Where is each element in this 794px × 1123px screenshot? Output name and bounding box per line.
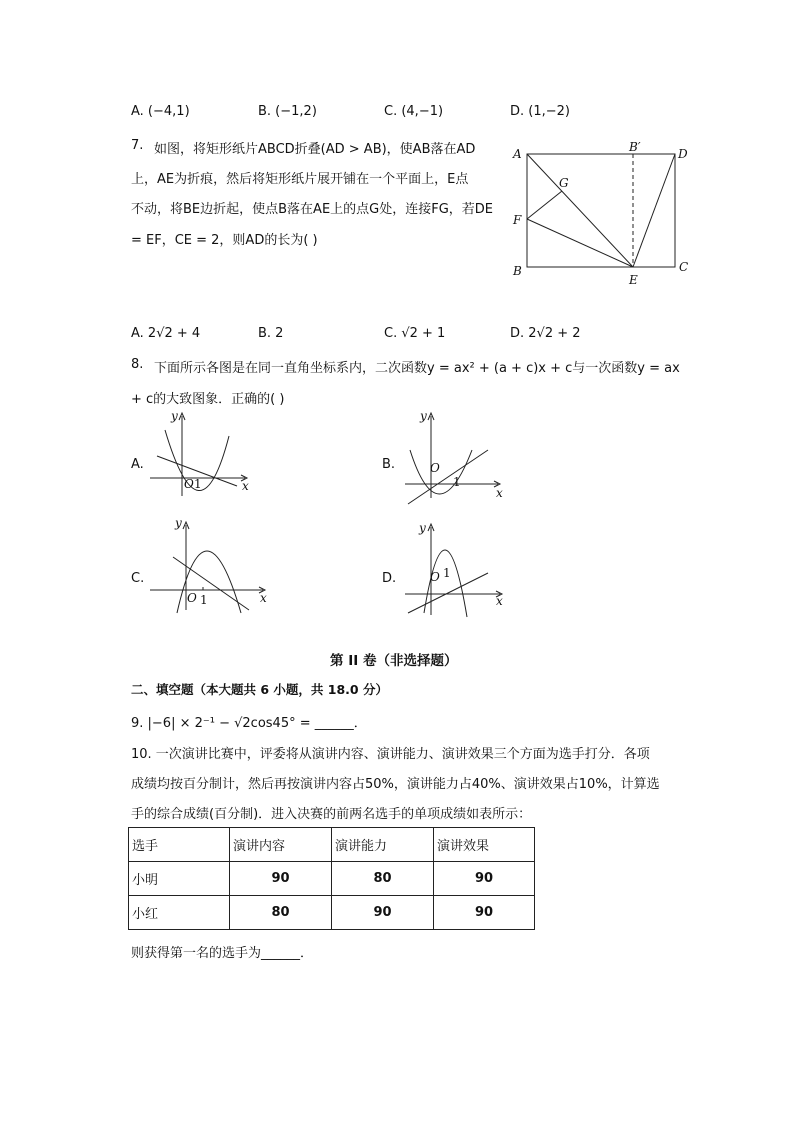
origin-label: O	[187, 591, 197, 605]
tick-one-label: 1	[200, 593, 208, 607]
q7-option-d: D. 2√2 + 2	[510, 326, 581, 341]
cell-score: 90	[434, 862, 535, 896]
origin-label: O	[184, 477, 194, 491]
header-cell: 选手	[129, 828, 230, 862]
q10-answer-line: 则获得第一名的选手为______．	[131, 946, 314, 961]
q7-figure	[505, 140, 705, 290]
graph-a-label: A.	[131, 457, 144, 472]
cell-score: 80	[332, 862, 434, 896]
tick-one-label: 1	[453, 475, 461, 489]
graph-d	[400, 515, 515, 625]
q10-line-1: 10. 一次演讲比赛中，评委将从演讲内容、演讲能力、演讲效果三个方面为选手打分．各项	[131, 747, 650, 762]
label-b-prime: B′	[629, 140, 641, 154]
cell-score: 90	[434, 896, 535, 930]
y-axis-label: y	[171, 409, 178, 423]
q8-line-2: + c的大致图象．正确的( )	[131, 392, 285, 407]
header-cell: 演讲效果	[434, 828, 535, 862]
section-2-header: 二、填空题（本大题共 6 小题，共 18.0 分）	[131, 682, 388, 697]
label-c: C	[679, 260, 689, 274]
q10-line-2: 成绩均按百分制计，然后再按演讲内容占50%，演讲能力占40%、演讲效果占10%，计算选	[131, 777, 660, 792]
x-axis-label: x	[496, 486, 503, 500]
q6-option-d: D. (1,−2)	[510, 104, 570, 119]
q7-line-1: 如图，将矩形纸片ABCD折叠(AD > AB)，使AB落在AD	[154, 142, 476, 157]
q8-number: 8.	[131, 357, 144, 372]
q7-number: 7.	[131, 138, 144, 153]
origin-label: O	[430, 461, 440, 475]
q9-text: 9. |−6| × 2⁻¹ − √2cos45° = ______．	[131, 716, 367, 731]
q7-option-a: A. 2√2 + 4	[131, 326, 201, 341]
graph-b	[400, 408, 515, 498]
part-2-title: 第 II 卷（非选择题）	[330, 653, 458, 669]
graph-c	[145, 515, 275, 610]
rectangle-ab-prime-dc	[527, 154, 675, 267]
label-g: G	[559, 176, 569, 190]
segment-fe	[527, 219, 633, 267]
cell-name: 小明	[129, 862, 230, 896]
q8-line-1: 下面所示各图是在同一直角坐标系内，二次函数y = ax² + (a + c)x + c与一次函数y = ax	[154, 361, 680, 376]
tick-one-label: 1	[194, 477, 202, 491]
line	[408, 450, 488, 504]
cell-score: 80	[230, 896, 332, 930]
parabola	[410, 450, 472, 494]
q7-line-4: = EF，CE = 2，则AD的长为( )	[131, 233, 318, 248]
y-axis-label: y	[420, 409, 427, 423]
header-cell: 演讲内容	[230, 828, 332, 862]
x-axis-label: x	[496, 594, 503, 608]
header-cell: 演讲能力	[332, 828, 434, 862]
q6-option-a: A. (−4,1)	[131, 104, 190, 119]
label-d: D	[678, 147, 688, 161]
x-axis-label: x	[242, 479, 249, 493]
graph-a	[145, 408, 260, 498]
q6-option-c: C. (4,−1)	[384, 104, 444, 119]
graph-d-label: D.	[382, 571, 397, 586]
score-table	[128, 827, 535, 930]
segment-ae	[527, 154, 633, 267]
q7-option-b: B. 2	[258, 326, 284, 341]
cell-score: 90	[332, 896, 434, 930]
y-axis-label: y	[175, 516, 182, 530]
origin-label: O	[430, 570, 440, 584]
y-axis-label: y	[419, 521, 426, 535]
cell-name: 小红	[129, 896, 230, 930]
label-f: F	[513, 213, 522, 227]
q6-option-b: B. (−1,2)	[258, 104, 317, 119]
table-row	[129, 896, 535, 930]
label-e: E	[629, 273, 638, 287]
q10-line-3: 手的综合成绩(百分制)．进入决赛的前两名选手的单项成绩如表所示：	[131, 807, 532, 822]
graph-b-label: B.	[382, 457, 396, 472]
cell-score: 90	[230, 862, 332, 896]
q7-line-2: 上，AE为折痕，然后将矩形纸片展开铺在一个平面上，E点	[131, 172, 469, 187]
q7-line-3: 不动，将BE边折起，使点B落在AE上的点G处，连接FG，若DE	[131, 202, 494, 217]
table-row	[129, 862, 535, 896]
x-axis-label: x	[260, 591, 267, 605]
q7-option-c: C. √2 + 1	[384, 326, 446, 341]
label-b: B	[513, 264, 522, 278]
segment-fg	[527, 191, 562, 219]
segment-de	[633, 154, 675, 267]
table-header-row	[129, 828, 535, 862]
tick-one-label: 1	[443, 566, 451, 580]
label-a: A	[513, 147, 522, 161]
graph-c-label: C.	[131, 571, 145, 586]
